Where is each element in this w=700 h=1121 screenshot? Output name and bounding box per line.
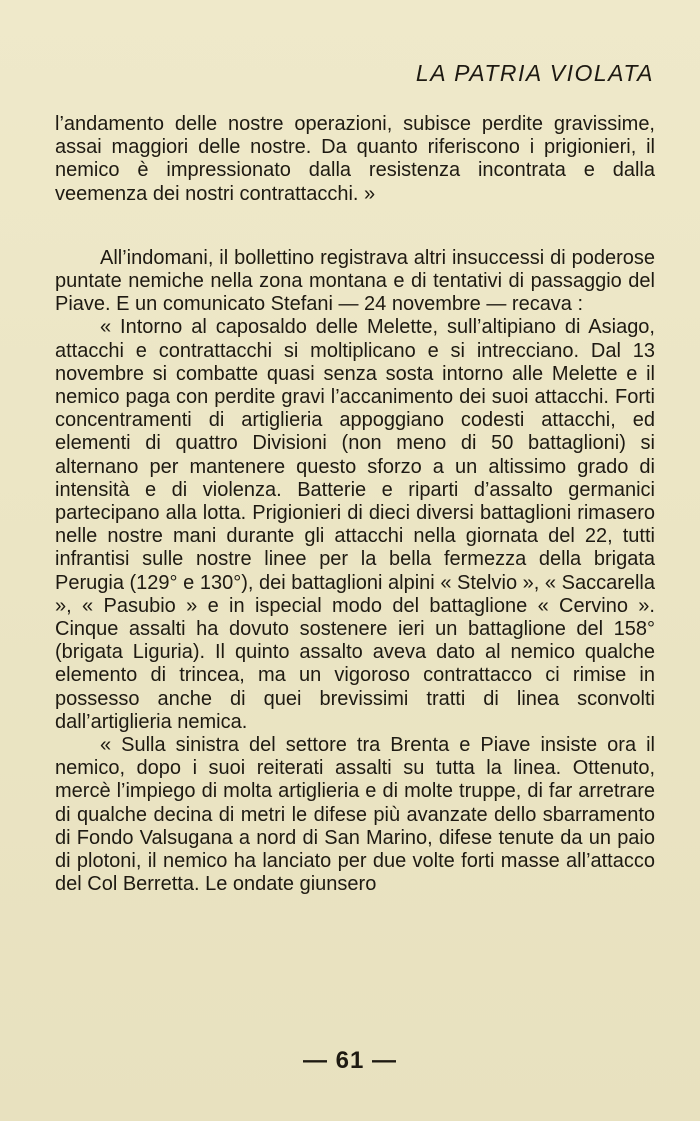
- paragraph-quote-brenta-piave: « Sulla sinistra del settore tra Brenta e Piave insiste ora il nemico, dopo i suoi reiterati assalti su tutta la linea. Ottenuto, mercè l’impiego di molta artiglieria e di molte truppe, di far arretrare di qualche decina di metri le difese più avanzate dello sbarramento di Fondo Valsugana a nord di San Marino, difese tenute da un paio di plotoni, il nemico ha lanciato per due volte forti masse all’attacco del Col Berretta. Le ondate giunsero: [55, 734, 655, 896]
- page-number: — 61 —: [302, 1047, 398, 1074]
- paragraph-continuation: l’andamento delle nostre operazioni, subisce perdite gravissime, assai maggiori delle nostre. Da quanto riferiscono i prigionieri, il nemico è impressionato dalla resistenza incontrata e dalla veemenza dei nostri contrattacchi. »: [55, 113, 655, 205]
- paragraph-quote-melette: « Intorno al caposaldo delle Melette, sull’altipiano di Asiago, attacchi e contrattacchi si moltiplicano e si intrecciano. Dal 13 novembre si combatte quasi senza sosta intorno alle Melette e il nemico paga con perdite gravi l’accanimento dei suoi attacchi. Forti concentramenti di artiglieria appoggiano codesti attacchi, ed elementi di quattro Divisioni (non meno di 50 battaglioni) si alternano per mantenere questo sforzo a un altissimo grado di intensità e di violenza. Batterie e riparti d’assalto germanici partecipano alla lotta. Prigionieri di dieci diversi battaglioni rimasero nelle nostre mani durante gli attacchi nella giornata del 22, tutti infrantisi sulle nostre linee per la bella fermezza della brigata Perugia (129° e 130°), dei battaglioni alpini « Stelvio », « Saccarella », « Pasubio » e in ispecial modo del battaglione « Cervino ». Cinque assalti ha dovuto sostenere ieri un battaglione del 158° (brigata Liguria). Il quinto assalto aveva dato al nemico qualche elemento di trincea, ma un vigoroso contrattacco ci rimise in possesso anche di quei brevissimi tratti di linea sconvolti dall’artiglieria nemica.: [55, 316, 655, 733]
- running-title: LA PATRIA VIOLATA: [415, 60, 654, 86]
- body-text: [55, 113, 655, 897]
- paragraph-bulletin: All’indomani, il bollettino registrava altri insuccessi di poderose puntate nemiche nella zona montana e di tentativi di passaggio del Piave. E un comunicato Stefani — 24 novembre — recava :: [55, 246, 655, 316]
